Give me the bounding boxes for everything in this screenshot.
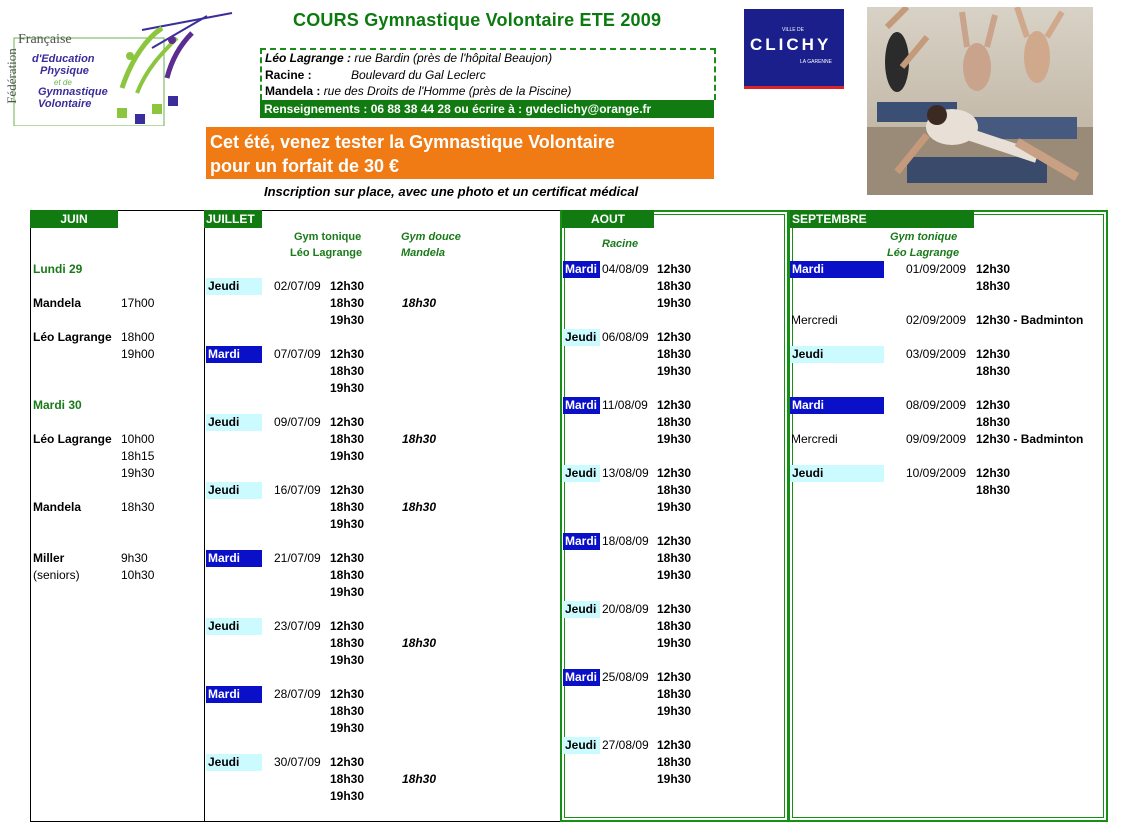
venue-racine: Racine : Boulevard du Gal Leclerc — [265, 68, 486, 82]
juillet-sub1b: Léo Lagrange — [290, 247, 363, 259]
clichy-red-stripe — [744, 86, 844, 89]
septembre-time: 12h30 — [976, 262, 1011, 276]
juillet-time: 12h30 — [330, 415, 365, 429]
aout-time: 19h30 — [657, 296, 692, 310]
septembre-time: 18h30 — [976, 279, 1011, 293]
juillet-sub2a: Gym douce — [401, 231, 461, 243]
septembre-day-badge: Jeudi — [790, 346, 884, 363]
aout-time: 18h30 — [657, 415, 692, 429]
juillet-time: 19h30 — [330, 381, 365, 395]
juillet-sub1a: Gym tonique — [294, 231, 362, 243]
juin-lundi-label: Lundi 29 — [33, 262, 83, 276]
aout-time: 19h30 — [657, 364, 692, 378]
aout-time: 18h30 — [657, 483, 692, 497]
septembre-time: 12h30 - Badminton — [976, 432, 1084, 446]
juillet-time: 19h30 — [330, 721, 365, 735]
aout-time: 12h30 — [657, 330, 692, 344]
aout-time: 12h30 — [657, 262, 692, 276]
aout-day-badge: Jeudi — [563, 329, 600, 346]
promo-banner — [206, 127, 714, 179]
aout-time: 18h30 — [657, 619, 692, 633]
logo-education: d'Education — [32, 53, 95, 65]
juillet-date: 07/07/09 — [274, 347, 321, 361]
juillet-time: 18h30 — [330, 772, 365, 786]
juillet-time: 12h30 — [330, 347, 365, 361]
aout-date: 04/08/09 — [602, 262, 649, 276]
septembre-day-label: Mercredi — [791, 313, 838, 327]
venues-box — [260, 48, 716, 100]
inscription-note: Inscription sur place, avec une photo et un certificat médical — [264, 184, 639, 199]
clichy-logo — [744, 9, 844, 89]
aout-time: 18h30 — [657, 755, 692, 769]
juillet-date: 09/07/09 — [274, 415, 321, 429]
aout-time: 18h30 — [657, 347, 692, 361]
septembre-date: 03/09/2009 — [906, 347, 967, 361]
juillet-column — [204, 210, 561, 822]
juillet-time: 12h30 — [330, 279, 365, 293]
juin-time: 18h30 — [121, 500, 155, 514]
aout-sub: Racine — [602, 238, 639, 250]
juillet-day-badge: Jeudi — [206, 618, 262, 635]
juillet-douce-time: 18h30 — [402, 772, 437, 786]
promo-line-2: pour un forfait de 30 € — [210, 156, 400, 176]
aout-time: 12h30 — [657, 602, 692, 616]
juillet-douce-time: 18h30 — [402, 636, 437, 650]
septembre-header: SEPTEMBRE — [790, 210, 974, 228]
juillet-time: 12h30 — [330, 483, 365, 497]
septembre-time: 18h30 — [976, 364, 1011, 378]
septembre-date: 10/09/2009 — [906, 466, 967, 480]
juin-place: Léo Lagrange — [33, 432, 112, 446]
juillet-time: 12h30 — [330, 619, 365, 633]
juillet-time: 19h30 — [330, 449, 365, 463]
septembre-date: 02/09/2009 — [906, 313, 967, 327]
juin-header: JUIN — [30, 210, 118, 228]
septembre-day-badge: Mardi — [790, 261, 884, 278]
juillet-day-badge: Mardi — [206, 550, 262, 567]
juin-time: 18h00 — [121, 330, 155, 344]
stretching-class-image-icon — [867, 7, 1093, 195]
septembre-date: 01/09/2009 — [906, 262, 967, 276]
logo-federation: Fédération — [3, 48, 19, 104]
juillet-time: 18h30 — [330, 704, 365, 718]
aout-time: 18h30 — [657, 551, 692, 565]
juillet-douce-time: 18h30 — [402, 296, 437, 310]
juillet-time: 18h30 — [330, 296, 365, 310]
juillet-time: 18h30 — [330, 636, 365, 650]
clichy-bottom-text: LA GARENNE — [800, 59, 832, 65]
aout-date: 06/08/09 — [602, 330, 649, 344]
juillet-time: 19h30 — [330, 517, 365, 531]
aout-time: 19h30 — [657, 704, 692, 718]
juillet-time: 19h30 — [330, 313, 365, 327]
aout-time: 18h30 — [657, 279, 692, 293]
logo-physique: Physique — [40, 65, 89, 77]
venue-mandela: Mandela : rue des Droits de l'Homme (près de la Piscine) — [265, 84, 572, 98]
aout-time: 12h30 — [657, 670, 692, 684]
septembre-date: 08/09/2009 — [906, 398, 967, 412]
septembre-time: 12h30 — [976, 398, 1011, 412]
aout-day-badge: Mardi — [563, 533, 600, 550]
aout-time: 19h30 — [657, 500, 692, 514]
gym-class-photo — [867, 7, 1093, 195]
juillet-date: 16/07/09 — [274, 483, 321, 497]
juillet-header: JUILLET — [204, 210, 262, 228]
aout-time: 19h30 — [657, 772, 692, 786]
juillet-day-badge: Mardi — [206, 686, 262, 703]
aout-time: 12h30 — [657, 738, 692, 752]
septembre-time: 12h30 — [976, 466, 1011, 480]
aout-time: 12h30 — [657, 466, 692, 480]
juillet-douce-time: 18h30 — [402, 500, 437, 514]
juillet-time: 12h30 — [330, 755, 365, 769]
juin-time: 18h15 — [121, 449, 155, 463]
aout-day-badge: Jeudi — [563, 601, 600, 618]
juillet-sub2b: Mandela — [401, 247, 446, 259]
septembre-day-badge: Jeudi — [790, 465, 884, 482]
septembre-time: 18h30 — [976, 483, 1011, 497]
septembre-sub1: Gym tonique — [890, 231, 958, 243]
juin-time: 10h30 — [121, 568, 155, 582]
juin-place: Mandela — [33, 500, 82, 514]
juin-place: Mandela — [33, 296, 82, 310]
clichy-top-text: VILLE DE — [782, 27, 804, 33]
aout-day-badge: Mardi — [563, 261, 600, 278]
aout-day-badge: Jeudi — [563, 465, 600, 482]
juin-place: Miller — [33, 551, 65, 565]
juin-time: 19h00 — [121, 347, 155, 361]
logo-gymnastique: Gymnastique — [38, 86, 108, 98]
aout-day-badge: Mardi — [563, 397, 600, 414]
juin-place: (seniors) — [33, 568, 80, 582]
aout-date: 27/08/09 — [602, 738, 649, 752]
aout-time: 19h30 — [657, 636, 692, 650]
aout-date: 13/08/09 — [602, 466, 649, 480]
juillet-date: 28/07/09 — [274, 687, 321, 701]
aout-time: 19h30 — [657, 432, 692, 446]
clichy-text: CLICHY — [750, 35, 832, 54]
aout-date: 18/08/09 — [602, 534, 649, 548]
juillet-time: 12h30 — [330, 687, 365, 701]
aout-time: 12h30 — [657, 398, 692, 412]
aout-time: 19h30 — [657, 568, 692, 582]
juillet-day-badge: Jeudi — [206, 414, 262, 431]
juillet-day-badge: Jeudi — [206, 754, 262, 771]
septembre-sub2: Léo Lagrange — [887, 247, 960, 259]
juillet-date: 23/07/09 — [274, 619, 321, 633]
venue-leo: Léo Lagrange : rue Bardin (près de l'hôpital Beaujon) — [265, 51, 553, 65]
logo-volontaire: Volontaire — [38, 98, 92, 110]
septembre-time: 18h30 — [976, 415, 1011, 429]
juillet-day-badge: Jeudi — [206, 278, 262, 295]
juillet-time: 18h30 — [330, 568, 365, 582]
juin-time: 17h00 — [121, 296, 155, 310]
septembre-day-badge: Mardi — [790, 397, 884, 414]
juin-time: 9h30 — [121, 551, 148, 565]
aout-time: 18h30 — [657, 687, 692, 701]
juillet-douce-time: 18h30 — [402, 432, 437, 446]
aout-day-badge: Mardi — [563, 669, 600, 686]
juillet-time: 12h30 — [330, 551, 365, 565]
ffepgv-logo — [2, 8, 237, 126]
juillet-time: 19h30 — [330, 585, 365, 599]
page-title: COURS Gymnastique Volontaire ETE 2009 — [293, 10, 662, 30]
promo-line-1: Cet été, venez tester la Gymnastique Volontaire — [210, 132, 615, 152]
juillet-date: 02/07/09 — [274, 279, 321, 293]
juillet-time: 19h30 — [330, 789, 365, 803]
juillet-time: 18h30 — [330, 500, 365, 514]
septembre-time: 12h30 - Badminton — [976, 313, 1084, 327]
juillet-day-badge: Mardi — [206, 346, 262, 363]
juillet-date: 30/07/09 — [274, 755, 321, 769]
juillet-time: 19h30 — [330, 653, 365, 667]
septembre-column — [788, 210, 1108, 822]
juin-time: 19h30 — [121, 466, 155, 480]
juillet-time: 18h30 — [330, 364, 365, 378]
aout-day-badge: Jeudi — [563, 737, 600, 754]
aout-time: 12h30 — [657, 534, 692, 548]
contact-bar: Renseignements : 06 88 38 44 28 ou écrire à : gvdeclichy@orange.fr — [260, 100, 714, 118]
aout-date: 20/08/09 — [602, 602, 649, 616]
juillet-time: 18h30 — [330, 432, 365, 446]
juillet-date: 21/07/09 — [274, 551, 321, 565]
juin-mardi-label: Mardi 30 — [33, 398, 82, 412]
septembre-day-label: Mercredi — [791, 432, 838, 446]
septembre-time: 12h30 — [976, 347, 1011, 361]
juin-place: Léo Lagrange — [33, 330, 112, 344]
septembre-date: 09/09/2009 — [906, 432, 967, 446]
juillet-day-badge: Jeudi — [206, 482, 262, 499]
juin-time: 10h00 — [121, 432, 155, 446]
aout-date: 25/08/09 — [602, 670, 649, 684]
logo-et-de: et de — [54, 78, 72, 87]
aout-date: 11/08/09 — [602, 398, 648, 412]
aout-header: AOUT — [562, 210, 654, 228]
logo-francaise: Française — [18, 32, 72, 47]
